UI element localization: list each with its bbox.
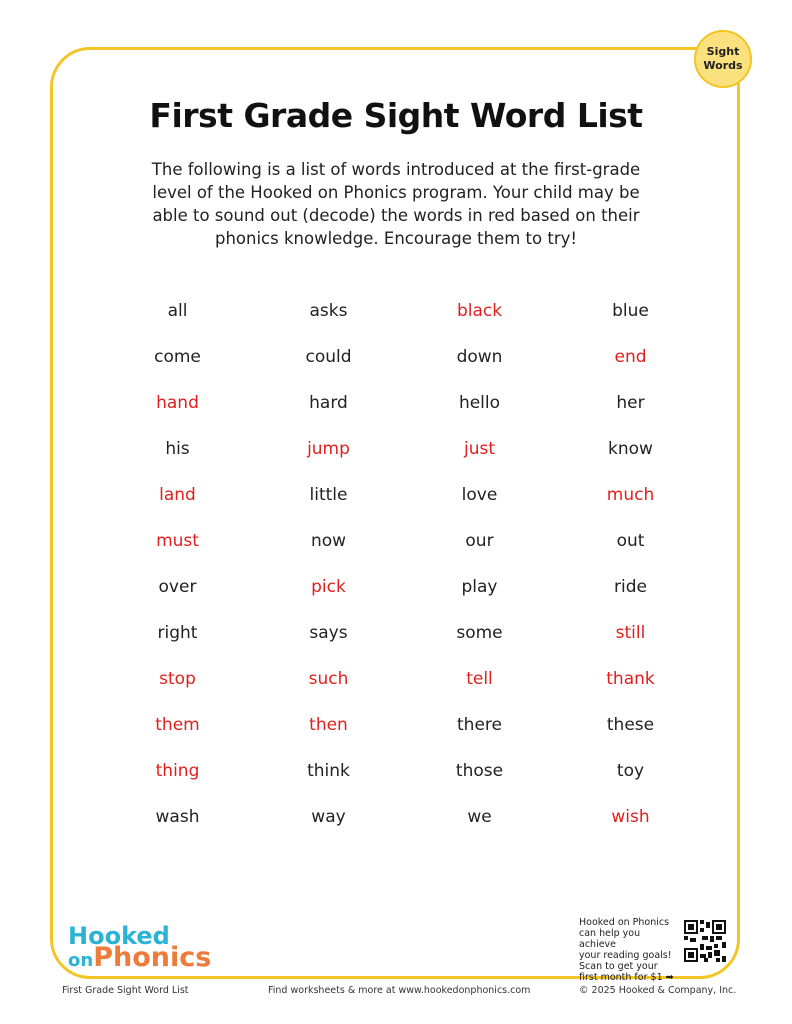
sight-word: some (456, 623, 503, 643)
promo-line: your reading goals! (579, 950, 672, 961)
decodable-word: stop (159, 669, 196, 689)
sight-word: toy (616, 761, 645, 781)
logo-on: on (68, 950, 94, 971)
sight-word: all (167, 301, 188, 321)
footer-website[interactable]: Find worksheets & more at www.hookedonphonics.com (268, 985, 531, 996)
sight-word: play (461, 577, 498, 597)
logo-phonics: Phonics (93, 942, 212, 973)
sight-word: we (467, 807, 492, 827)
badge-line2: Words (703, 59, 743, 72)
sight-word: hello (458, 393, 501, 413)
sight-word: out (616, 531, 645, 551)
decodable-word: land (159, 485, 196, 505)
sight-word: his (165, 439, 190, 459)
page-title: First Grade Sight Word List (149, 96, 643, 135)
decodable-word: still (615, 623, 646, 643)
decodable-word: just (463, 439, 496, 459)
badge-line1: Sight (706, 45, 740, 58)
sight-word: these (606, 715, 655, 735)
decodable-word: thank (606, 669, 655, 689)
decodable-word: must (156, 531, 199, 551)
sight-word: little (309, 485, 348, 505)
qr-code-icon[interactable] (684, 920, 726, 962)
sight-word: down (456, 347, 503, 367)
sight-words-badge (694, 30, 752, 88)
decodable-word: them (155, 715, 200, 735)
word-grid (102, 298, 706, 850)
decodable-word: then (309, 715, 348, 735)
decodable-word: tell (466, 669, 493, 689)
promo-line: Scan to get your (579, 961, 658, 972)
sight-word: come (154, 347, 201, 367)
sight-word: says (309, 623, 348, 643)
sight-word: know (608, 439, 653, 459)
promo-line: Hooked on Phonics (579, 917, 670, 928)
sight-word: hard (309, 393, 348, 413)
sight-word: over (158, 577, 197, 597)
promo-line: can help you achieve (579, 928, 641, 950)
hooked-on-phonics-logo (68, 922, 212, 973)
sight-word: could (305, 347, 352, 367)
sight-word: asks (309, 301, 348, 321)
decodable-word: jump (307, 439, 350, 459)
sight-word: blue (612, 301, 649, 321)
decodable-word: black (456, 301, 503, 321)
sight-word: those (455, 761, 504, 781)
decodable-word: hand (156, 393, 199, 413)
sight-word: wash (155, 807, 200, 827)
decodable-word: thing (155, 761, 200, 781)
sight-word: our (465, 531, 494, 551)
sight-word: there (457, 715, 502, 735)
intro-text: The following is a list of words introduced at the first-grade level of the Hooked on Phonics program. Your child may be able to sound out (decode) the words in red based on their phonics knowledge. Encourage them to try! (151, 160, 641, 248)
decodable-word: pick (311, 577, 346, 597)
promo-text (579, 917, 679, 983)
decodable-word: much (606, 485, 655, 505)
footer-title: First Grade Sight Word List (62, 985, 189, 996)
promo-line: first month for $1 ➡ (579, 972, 674, 983)
sight-word: think (307, 761, 350, 781)
sight-word: right (157, 623, 198, 643)
sight-word: ride (614, 577, 647, 597)
decodable-word: end (614, 347, 647, 367)
sight-word: now (310, 531, 347, 551)
footer-copyright: © 2025 Hooked & Company, Inc. (579, 985, 737, 996)
decodable-word: wish (611, 807, 650, 827)
sight-word: way (311, 807, 346, 827)
sight-word: love (461, 485, 498, 505)
decodable-word: such (308, 669, 349, 689)
logo-hooked: Hooked (68, 922, 170, 950)
sight-word: her (616, 393, 645, 413)
